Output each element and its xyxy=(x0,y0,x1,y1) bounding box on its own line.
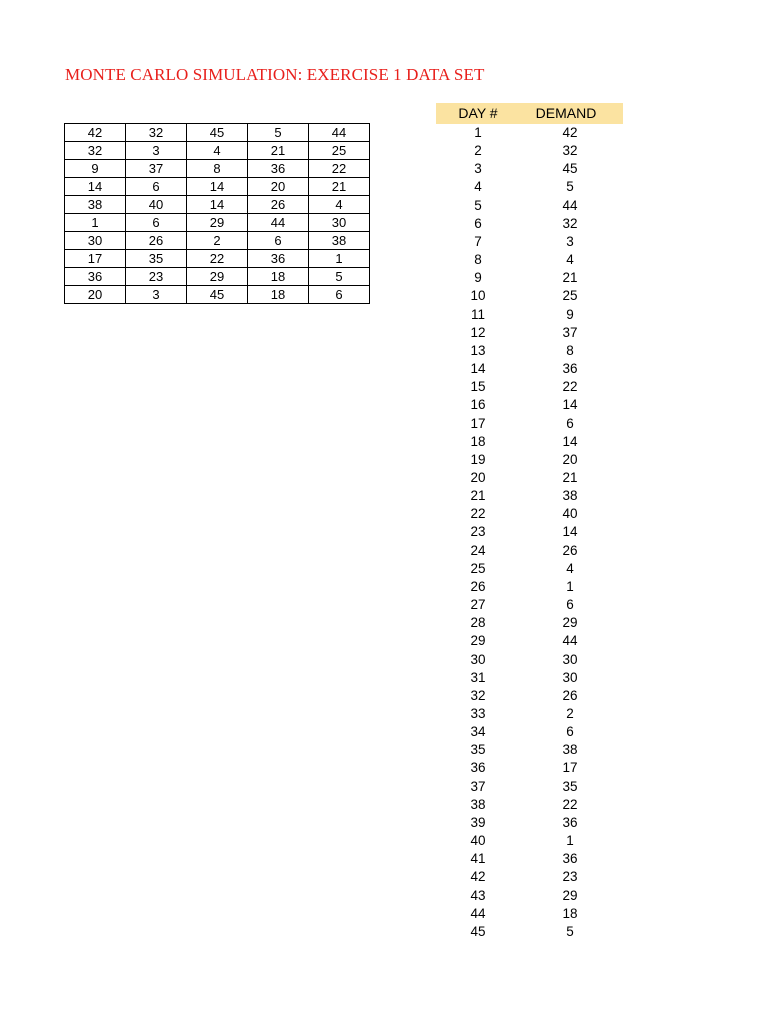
grid-cell: 18 xyxy=(248,268,309,286)
table-row xyxy=(436,233,623,251)
day-number: 7 xyxy=(474,233,482,249)
table-row xyxy=(436,596,623,614)
table-row xyxy=(436,306,623,324)
table-row xyxy=(436,723,623,741)
table-row xyxy=(436,215,623,233)
table-row xyxy=(436,614,623,632)
table-row xyxy=(436,142,623,160)
day-number: 45 xyxy=(470,923,486,939)
table-row xyxy=(436,324,623,342)
day-number: 41 xyxy=(470,851,486,867)
table-row xyxy=(436,759,623,777)
grid-cell: 9 xyxy=(65,160,126,178)
day-number: 23 xyxy=(470,524,486,540)
grid-cell: 4 xyxy=(309,196,370,214)
day-number: 1 xyxy=(474,125,482,140)
grid-cell: 14 xyxy=(187,196,248,214)
day-number: 12 xyxy=(470,324,486,340)
grid-cell: 26 xyxy=(126,232,187,250)
grid-cell: 23 xyxy=(126,268,187,286)
day-number: 9 xyxy=(474,270,482,286)
grid-row xyxy=(65,160,370,178)
table-row xyxy=(436,360,623,378)
demand-value: 44 xyxy=(562,197,578,213)
demand-value: 32 xyxy=(562,215,578,231)
demand-value: 22 xyxy=(562,379,578,395)
demand-value: 29 xyxy=(562,887,578,903)
demand-value: 36 xyxy=(562,814,578,830)
grid-cell: 22 xyxy=(309,160,370,178)
grid-cell: 29 xyxy=(187,214,248,232)
day-number: 19 xyxy=(470,451,486,467)
day-number: 44 xyxy=(470,905,486,921)
day-number: 4 xyxy=(474,179,482,195)
table-row xyxy=(436,523,623,541)
day-number: 22 xyxy=(470,506,486,522)
grid-cell: 6 xyxy=(309,286,370,304)
grid-cell: 6 xyxy=(126,178,187,196)
grid-cell: 44 xyxy=(309,124,370,142)
day-number: 8 xyxy=(474,252,482,268)
grid-cell: 25 xyxy=(309,142,370,160)
grid-cell: 4 xyxy=(187,142,248,160)
grid-cell: 38 xyxy=(309,232,370,250)
table-row xyxy=(436,269,623,287)
day-number: 14 xyxy=(470,361,486,377)
demand-value: 14 xyxy=(562,397,578,413)
day-number: 43 xyxy=(470,887,486,903)
day-number: 32 xyxy=(470,687,486,703)
demand-value: 26 xyxy=(562,687,578,703)
demand-value: 8 xyxy=(566,342,574,358)
table-row xyxy=(436,814,623,832)
grid-cell: 21 xyxy=(309,178,370,196)
demand-value: 22 xyxy=(562,796,578,812)
grid-cell: 8 xyxy=(187,160,248,178)
table-row xyxy=(436,378,623,396)
day-number: 24 xyxy=(470,542,486,558)
grid-cell: 5 xyxy=(309,268,370,286)
grid-cell: 1 xyxy=(309,250,370,268)
demand-value: 37 xyxy=(562,324,578,340)
table-row xyxy=(436,124,623,142)
demand-table xyxy=(436,124,623,941)
table-row xyxy=(436,287,623,305)
random-numbers-grid xyxy=(64,123,370,304)
day-number: 25 xyxy=(470,560,486,576)
demand-value: 20 xyxy=(562,451,578,467)
demand-table-header xyxy=(436,103,623,124)
grid-cell: 32 xyxy=(126,124,187,142)
table-row xyxy=(436,342,623,360)
day-number: 5 xyxy=(474,197,482,213)
demand-value: 2 xyxy=(566,706,574,721)
demand-value: 26 xyxy=(562,542,578,558)
demand-value: 5 xyxy=(566,179,574,195)
grid-cell: 6 xyxy=(126,214,187,232)
demand-value: 30 xyxy=(562,669,578,685)
grid-cell: 36 xyxy=(65,268,126,286)
table-row xyxy=(436,451,623,469)
grid-cell: 20 xyxy=(248,178,309,196)
table-row xyxy=(436,560,623,578)
grid-row xyxy=(65,196,370,214)
demand-value: 36 xyxy=(562,361,578,377)
demand-value: 45 xyxy=(562,161,578,177)
day-number: 20 xyxy=(470,469,486,485)
table-row xyxy=(436,415,623,433)
demand-value: 1 xyxy=(566,833,574,849)
table-row xyxy=(436,669,623,687)
day-number: 35 xyxy=(470,742,486,758)
table-row xyxy=(436,578,623,596)
day-number: 2 xyxy=(474,143,482,159)
grid-cell: 17 xyxy=(65,250,126,268)
demand-value: 21 xyxy=(562,469,578,485)
table-row xyxy=(436,396,623,414)
demand-value: 21 xyxy=(562,270,578,286)
demand-value: 40 xyxy=(562,506,578,522)
demand-value: 1 xyxy=(566,578,574,594)
demand-value: 14 xyxy=(562,433,578,449)
grid-cell: 26 xyxy=(248,196,309,214)
demand-value: 29 xyxy=(562,615,578,631)
table-row xyxy=(436,505,623,523)
grid-cell: 3 xyxy=(126,142,187,160)
grid-row xyxy=(65,250,370,268)
table-row xyxy=(436,796,623,814)
grid-cell: 3 xyxy=(126,286,187,304)
table-row xyxy=(436,178,623,196)
demand-value: 9 xyxy=(566,306,574,322)
table-row xyxy=(436,868,623,886)
day-number: 40 xyxy=(470,833,486,849)
day-number: 21 xyxy=(470,488,486,504)
table-row xyxy=(436,832,623,850)
table-row xyxy=(436,887,623,905)
day-number: 17 xyxy=(470,415,486,431)
table-row xyxy=(436,687,623,705)
demand-value: 6 xyxy=(566,724,574,740)
day-number: 10 xyxy=(470,288,486,304)
day-number: 37 xyxy=(470,778,486,794)
grid-row xyxy=(65,142,370,160)
table-row xyxy=(436,251,623,269)
day-number: 16 xyxy=(470,397,486,413)
grid-cell: 32 xyxy=(65,142,126,160)
grid-cell: 20 xyxy=(65,286,126,304)
grid-cell: 29 xyxy=(187,268,248,286)
demand-value: 3 xyxy=(566,233,574,249)
day-number: 31 xyxy=(470,669,486,685)
demand-value: 23 xyxy=(562,869,578,885)
grid-cell: 37 xyxy=(126,160,187,178)
demand-value: 4 xyxy=(566,252,574,268)
grid-row xyxy=(65,214,370,232)
grid-cell: 5 xyxy=(248,124,309,142)
grid-cell: 44 xyxy=(248,214,309,232)
demand-value: 42 xyxy=(562,125,578,140)
grid-cell: 14 xyxy=(65,178,126,196)
demand-value: 30 xyxy=(562,651,578,667)
table-row xyxy=(436,905,623,923)
table-row xyxy=(436,469,623,487)
page-title: MONTE CARLO SIMULATION: EXERCISE 1 DATA SET xyxy=(65,65,485,84)
column-header-demand: DEMAND xyxy=(535,105,597,121)
table-row xyxy=(436,651,623,669)
grid-row xyxy=(65,268,370,286)
demand-value: 32 xyxy=(562,143,578,159)
table-row xyxy=(436,741,623,759)
day-number: 26 xyxy=(470,578,486,594)
day-number: 33 xyxy=(470,706,486,721)
day-number: 15 xyxy=(470,379,486,395)
grid-row xyxy=(65,124,370,142)
grid-cell: 30 xyxy=(65,232,126,250)
table-row xyxy=(436,632,623,650)
day-number: 3 xyxy=(474,161,482,177)
day-number: 39 xyxy=(470,814,486,830)
table-row xyxy=(436,160,623,178)
grid-row xyxy=(65,178,370,196)
grid-cell: 30 xyxy=(309,214,370,232)
day-number: 36 xyxy=(470,760,486,776)
day-number: 18 xyxy=(470,433,486,449)
demand-value: 44 xyxy=(562,633,578,649)
grid-cell: 22 xyxy=(187,250,248,268)
grid-cell: 35 xyxy=(126,250,187,268)
demand-value: 38 xyxy=(562,742,578,758)
day-number: 28 xyxy=(470,615,486,631)
day-number: 6 xyxy=(474,215,482,231)
table-row xyxy=(436,487,623,505)
grid-cell: 40 xyxy=(126,196,187,214)
demand-value: 6 xyxy=(566,415,574,431)
grid-cell: 21 xyxy=(248,142,309,160)
day-number: 38 xyxy=(470,796,486,812)
demand-value: 4 xyxy=(566,560,574,576)
table-row xyxy=(436,433,623,451)
column-header-day: DAY # xyxy=(458,105,498,121)
demand-value: 17 xyxy=(562,760,578,776)
grid-cell: 45 xyxy=(187,124,248,142)
grid-cell: 45 xyxy=(187,286,248,304)
grid-row xyxy=(65,286,370,304)
table-row xyxy=(436,197,623,215)
day-number: 34 xyxy=(470,724,486,740)
grid-cell: 14 xyxy=(187,178,248,196)
grid-cell: 38 xyxy=(65,196,126,214)
demand-value: 38 xyxy=(562,488,578,504)
demand-value: 5 xyxy=(566,923,574,939)
day-number: 42 xyxy=(470,869,486,885)
grid-cell: 42 xyxy=(65,124,126,142)
demand-value: 36 xyxy=(562,851,578,867)
demand-value: 25 xyxy=(562,288,578,304)
grid-cell: 18 xyxy=(248,286,309,304)
table-row xyxy=(436,542,623,560)
demand-value: 35 xyxy=(562,778,578,794)
grid-cell: 36 xyxy=(248,160,309,178)
table-row xyxy=(436,705,623,723)
demand-value: 18 xyxy=(562,905,578,921)
grid-row xyxy=(65,232,370,250)
grid-cell: 36 xyxy=(248,250,309,268)
day-number: 29 xyxy=(470,633,486,649)
table-row xyxy=(436,923,623,941)
demand-value: 14 xyxy=(562,524,578,540)
grid-cell: 1 xyxy=(65,214,126,232)
day-number: 30 xyxy=(470,651,486,667)
grid-cell: 6 xyxy=(248,232,309,250)
grid-cell: 2 xyxy=(187,232,248,250)
day-number: 13 xyxy=(470,342,486,358)
table-row xyxy=(436,778,623,796)
table-row xyxy=(436,850,623,868)
day-number: 11 xyxy=(470,306,485,322)
demand-value: 6 xyxy=(566,597,574,613)
day-number: 27 xyxy=(470,597,486,613)
